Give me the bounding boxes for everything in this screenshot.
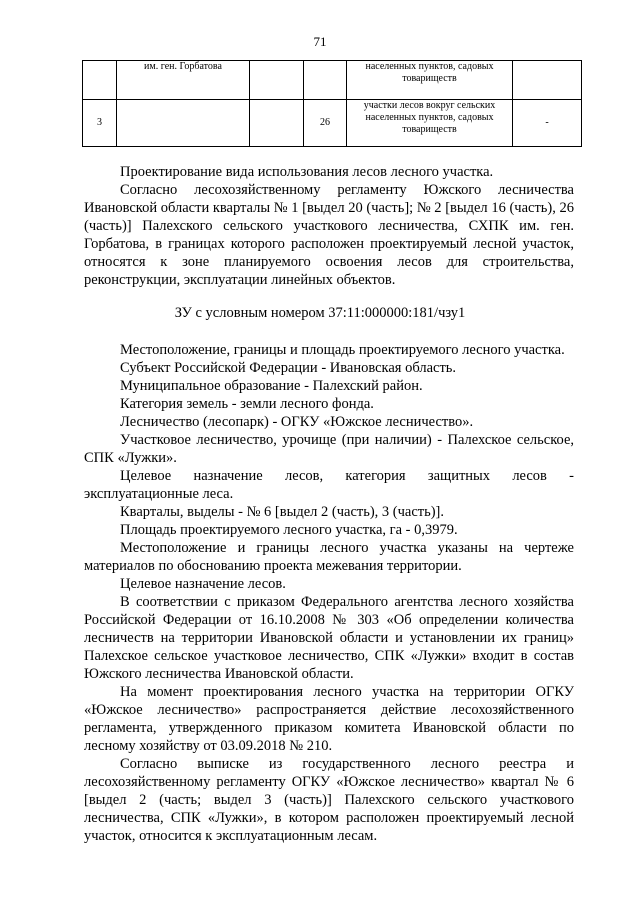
paragraph: Местоположение и границы лесного участка указаны на чертеже материалов по обоснованию проекта межевания территории. bbox=[84, 540, 574, 574]
zu-heading: ЗУ с условным номером 37:11:000000:181/чзу1 bbox=[174, 305, 466, 321]
paragraph: Субъект Российской Федерации - Ивановская область. bbox=[120, 360, 457, 376]
table-cell-last bbox=[513, 61, 582, 100]
paragraph: Участковое лесничество, урочище (при наличии) - Палехское сельское, СПК «Лужки». bbox=[84, 432, 574, 466]
plot-description-section bbox=[84, 341, 574, 845]
paragraph: Местоположение, границы и площадь проектируемого лесного участка. bbox=[120, 342, 565, 358]
table-cell-last: - bbox=[513, 100, 582, 147]
paragraph: На момент проектирования лесного участка на территории ОГКУ «Южское лесничество» распространяется действие лесохозяйственного регламента, утвержденного приказом комитета Ивановской области по лесному хозяйству от 03.09.2018 № 210. bbox=[84, 684, 574, 754]
table-cell-number: 3 bbox=[83, 100, 117, 147]
paragraph: Целевое назначение лесов, категория защитных лесов - эксплуатационные леса. bbox=[84, 468, 574, 502]
forest-zones-table bbox=[82, 60, 582, 147]
paragraph: Площадь проектируемого лесного участка, га - 0,3979. bbox=[120, 522, 458, 538]
table-row bbox=[83, 61, 582, 100]
paragraph: Лесничество (лесопарк) - ОГКУ «Южское лесничество». bbox=[120, 414, 474, 430]
table-cell-empty bbox=[250, 100, 304, 147]
table-cell-owner bbox=[117, 100, 250, 147]
page-number: 71 bbox=[313, 34, 327, 49]
paragraph: Целевое назначение лесов. bbox=[120, 576, 286, 592]
table-cell-number bbox=[83, 61, 117, 100]
table-cell-zone: участки лесов вокруг сельских населенных пунктов, садовых товариществ bbox=[347, 100, 513, 147]
table-cell-kvartal bbox=[304, 61, 347, 100]
paragraph: В соответствии с приказом Федерального агентства лесного хозяйства Российской Федерации от 16.10.2008 № 303 «Об определении количества лесничеств на территории Ивановской области и установлении их границ» Палехское сельское участковое лесничество, СПК «Лужки» входит в состав Южского лесничества Ивановской области. bbox=[84, 594, 574, 682]
paragraph: Согласно лесохозяйственному регламенту Южского лесничества Ивановской области кварталы № 1 [выдел 20 (часть]; № 2 [выдел 16 (часть), 26 (часть)] Палехского сельского участкового лесничества, СХПК им. ген. Горбатова, в границах которого расположен проектируемый лесной участок, относятся к зоне планируемого освоения лесов для строительства, реконструкции, эксплуатации линейных объектов. bbox=[84, 182, 574, 288]
paragraph: Кварталы, выделы - № 6 [выдел 2 (часть), 3 (часть)]. bbox=[120, 504, 445, 520]
table-row bbox=[83, 100, 582, 147]
table-cell-owner: им. ген. Горбатова bbox=[117, 61, 250, 100]
paragraph: Муниципальное образование - Палехский район. bbox=[120, 378, 423, 394]
paragraph: Проектирование вида использования лесов лесного участка. bbox=[120, 164, 494, 180]
table-cell-zone: населенных пунктов, садовых товариществ bbox=[347, 61, 513, 100]
table-cell-empty bbox=[250, 61, 304, 100]
table-cell-kvartal: 26 bbox=[304, 100, 347, 147]
forest-use-section bbox=[84, 163, 574, 289]
paragraph: Согласно выписке из государственного лесного реестра и лесохозяйственному регламенту ОГКУ «Южское лесничество» квартал № 6 [выдел 2 (часть; выдел 3 (часть)] Палехского сельского участкового лесничества, СПК «Лужки», в котором расположен проектируемый лесной участок, относится к эксплуатационным лесам. bbox=[84, 756, 574, 844]
paragraph: Категория земель - земли лесного фонда. bbox=[120, 396, 374, 412]
